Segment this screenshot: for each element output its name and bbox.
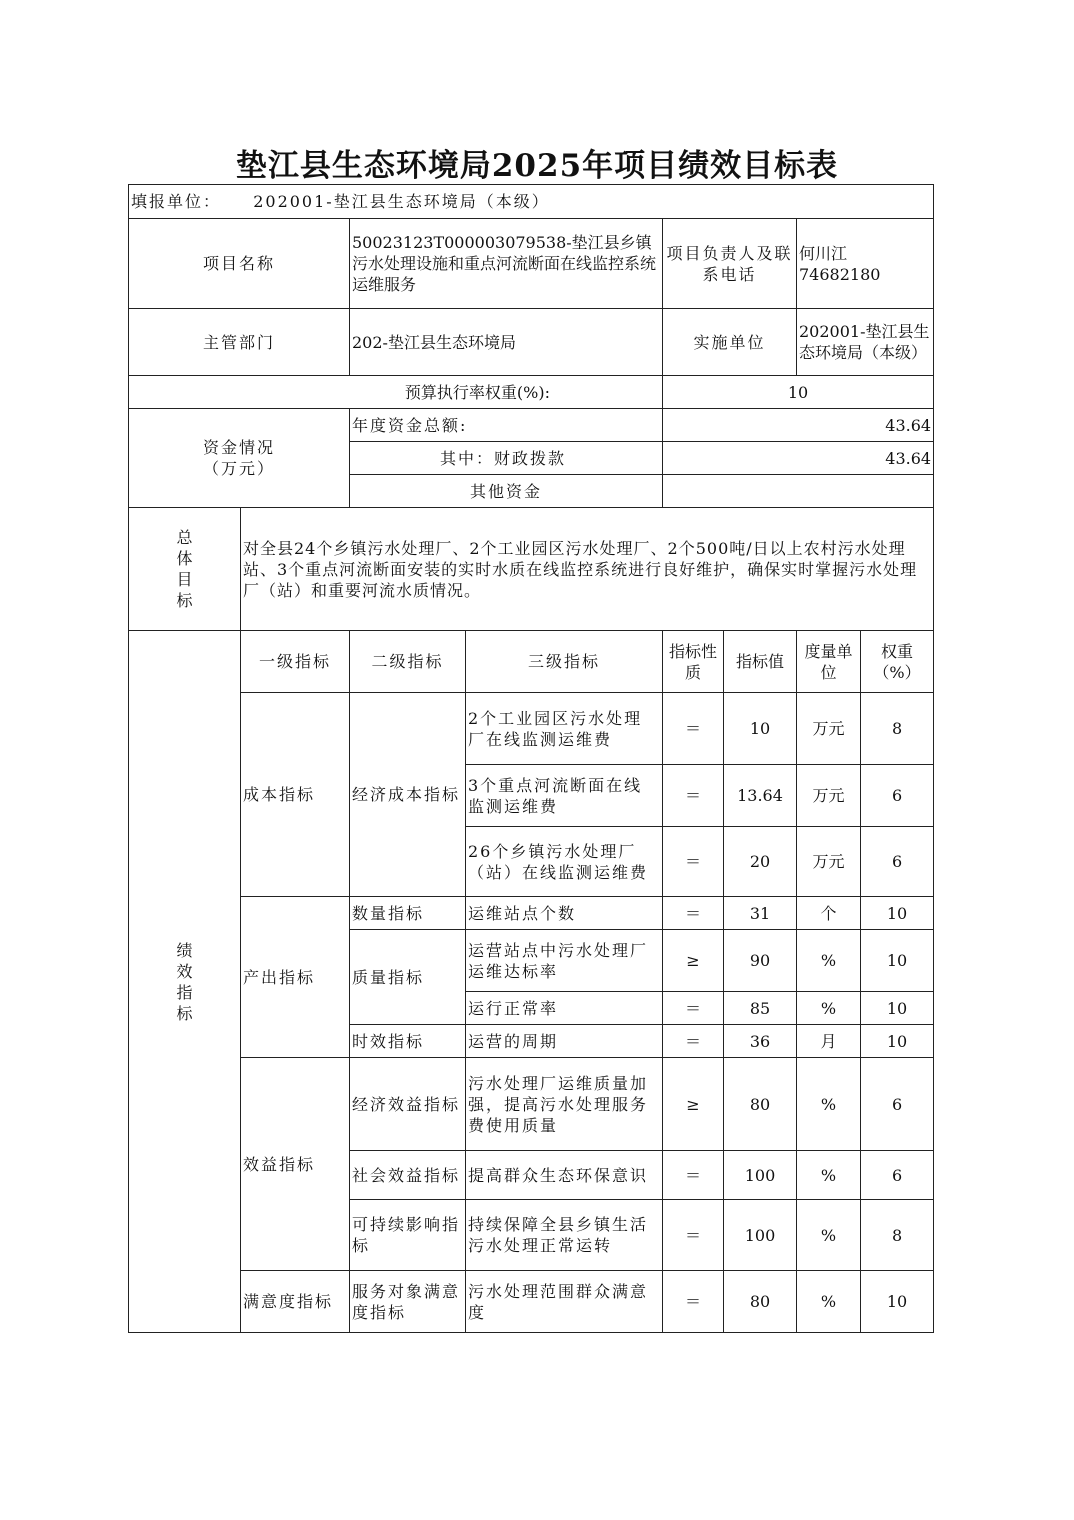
header-level3: 三级指标 <box>466 631 663 693</box>
level2-cell: 服务对象满意度指标 <box>350 1271 466 1333</box>
nature-cell: ＝ <box>663 992 724 1025</box>
level3-cell: 运营站点中污水处理厂运维达标率 <box>466 930 663 992</box>
unit-cell: 万元 <box>797 765 861 827</box>
table-row <box>129 1271 934 1333</box>
header-level2: 二级指标 <box>350 631 466 693</box>
level3-cell: 26个乡镇污水处理厂（站）在线监测运维费 <box>466 827 663 897</box>
project-manager-cell <box>797 219 934 309</box>
reporting-unit-row <box>129 185 934 219</box>
level3-cell: 污水处理厂运维质量加强，提高污水处理服务费使用质量 <box>466 1058 663 1151</box>
project-name-value: 50023123T000003079538-垫江县乡镇污水处理设施和重点河流断面在线监控系统运维服务 <box>350 219 663 309</box>
nature-cell: ＝ <box>663 827 724 897</box>
weight-cell: 10 <box>861 1025 934 1058</box>
value-cell: 100 <box>724 1200 797 1271</box>
unit-cell: % <box>797 992 861 1025</box>
level3-cell: 3个重点河流断面在线监测运维费 <box>466 765 663 827</box>
funds-label-line1: 资金情况 <box>202 438 275 457</box>
funds-label <box>129 409 350 508</box>
header-value: 指标值 <box>724 631 797 693</box>
level3-cell: 运行正常率 <box>466 992 663 1025</box>
unit-cell: 万元 <box>797 693 861 765</box>
budget-weight-label: 预算执行率权重(%): <box>129 376 663 409</box>
unit-cell: 月 <box>797 1025 861 1058</box>
funds-label-line2: （万元） <box>202 459 275 478</box>
weight-cell: 10 <box>861 992 934 1025</box>
value-cell: 85 <box>724 992 797 1025</box>
value-cell: 80 <box>724 1271 797 1333</box>
weight-cell: 8 <box>861 693 934 765</box>
level2-cell: 数量指标 <box>350 897 466 930</box>
nature-cell: ＝ <box>663 693 724 765</box>
annual-funds-label: 年度资金总额: <box>350 409 663 442</box>
level2-cell: 经济成本指标 <box>350 693 466 897</box>
weight-cell: 6 <box>861 1058 934 1151</box>
header-unit: 度量单位 <box>797 631 861 693</box>
level3-cell: 持续保障全县乡镇生活污水处理正常运转 <box>466 1200 663 1271</box>
table-row <box>129 897 934 930</box>
performance-table <box>128 184 934 1333</box>
project-name-label: 项目名称 <box>129 219 350 309</box>
department-label: 主管部门 <box>129 309 350 376</box>
weight-cell: 8 <box>861 1200 934 1271</box>
unit-cell: % <box>797 1200 861 1271</box>
value-cell: 13.64 <box>724 765 797 827</box>
level1-cell: 满意度指标 <box>241 1271 350 1333</box>
unit-cell: % <box>797 1271 861 1333</box>
fiscal-funds-value: 43.64 <box>663 442 934 475</box>
unit-cell: % <box>797 930 861 992</box>
header-weight: 权重（%） <box>861 631 934 693</box>
nature-cell: ＝ <box>663 1151 724 1200</box>
nature-cell: ＝ <box>663 897 724 930</box>
level2-cell: 时效指标 <box>350 1025 466 1058</box>
nature-cell: ＝ <box>663 1200 724 1271</box>
overall-goal-label: 总 体 目 标 <box>129 508 241 631</box>
other-funds-label: 其他资金 <box>350 475 663 508</box>
value-cell: 20 <box>724 827 797 897</box>
level3-cell: 运营的周期 <box>466 1025 663 1058</box>
weight-cell: 10 <box>861 897 934 930</box>
value-cell: 100 <box>724 1151 797 1200</box>
level3-cell: 提高群众生态环保意识 <box>466 1151 663 1200</box>
implementing-unit-value: 202001-垫江县生态环境局（本级） <box>797 309 934 376</box>
annual-funds-value: 43.64 <box>663 409 934 442</box>
weight-cell: 6 <box>861 827 934 897</box>
weight-cell: 6 <box>861 765 934 827</box>
level1-cell: 成本指标 <box>241 693 350 897</box>
department-value: 202-垫江县生态环境局 <box>350 309 663 376</box>
unit-cell: 个 <box>797 897 861 930</box>
nature-cell: ＝ <box>663 765 724 827</box>
header-nature: 指标性质 <box>663 631 724 693</box>
other-funds-value <box>663 475 934 508</box>
value-cell: 10 <box>724 693 797 765</box>
level3-cell: 污水处理范围群众满意度 <box>466 1271 663 1333</box>
implementing-unit-label: 实施单位 <box>663 309 797 376</box>
overall-goal-text: 对全县24个乡镇污水处理厂、2个工业园区污水处理厂、2个500吨/日以上农村污水处理站、3个重点河流断面安装的实时水质在线监控系统进行良好维护，确保实时掌握污水处理厂（站）和重要河流水质情况。 <box>241 508 934 631</box>
unit-cell: % <box>797 1151 861 1200</box>
level1-cell: 产出指标 <box>241 897 350 1058</box>
level2-cell: 社会效益指标 <box>350 1151 466 1200</box>
nature-cell: ≥ <box>663 930 724 992</box>
table-row <box>129 693 934 765</box>
indicators-section-label: 绩 效 指 标 <box>129 631 241 1333</box>
header-level1: 一级指标 <box>241 631 350 693</box>
value-cell: 90 <box>724 930 797 992</box>
reporting-unit-label: 填报单位： <box>131 192 222 211</box>
project-manager-phone: 74682180 <box>799 264 881 284</box>
fiscal-funds-label: 其中：财政拨款 <box>350 442 663 475</box>
weight-cell: 10 <box>861 1271 934 1333</box>
level1-cell: 效益指标 <box>241 1058 350 1271</box>
unit-cell: 万元 <box>797 827 861 897</box>
budget-weight-value: 10 <box>663 376 934 409</box>
level3-cell: 2个工业园区污水处理厂在线监测运维费 <box>466 693 663 765</box>
value-cell: 36 <box>724 1025 797 1058</box>
unit-cell: % <box>797 1058 861 1151</box>
level3-cell: 运维站点个数 <box>466 897 663 930</box>
nature-cell: ≥ <box>663 1058 724 1151</box>
page-title: 垫江县生态环境局2025年项目绩效目标表 <box>235 148 839 184</box>
nature-cell: ＝ <box>663 1271 724 1333</box>
value-cell: 31 <box>724 897 797 930</box>
reporting-unit-value: 202001-垫江县生态环境局（本级） <box>253 192 550 211</box>
level2-cell: 质量指标 <box>350 930 466 1025</box>
level2-cell: 可持续影响指标 <box>350 1200 466 1271</box>
project-manager-name: 何川江 <box>799 243 848 263</box>
level2-cell: 经济效益指标 <box>350 1058 466 1151</box>
nature-cell: ＝ <box>663 1025 724 1058</box>
table-row <box>129 1058 934 1151</box>
project-manager-label: 项目负责人及联系电话 <box>663 219 797 309</box>
weight-cell: 6 <box>861 1151 934 1200</box>
weight-cell: 10 <box>861 930 934 992</box>
value-cell: 80 <box>724 1058 797 1151</box>
